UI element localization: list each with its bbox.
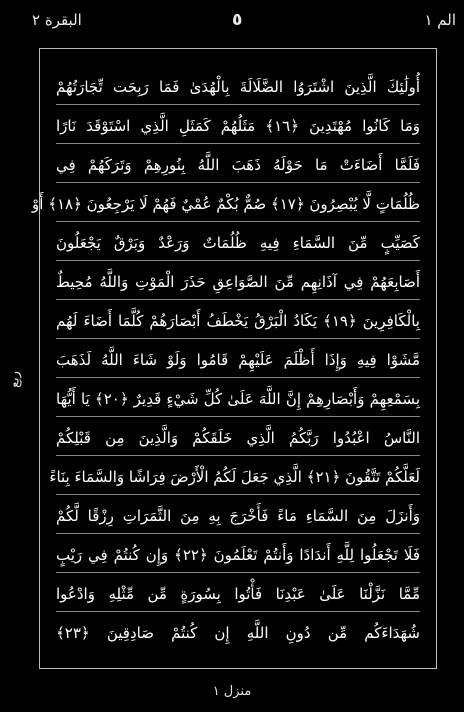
verse-line: كَصَيِّبٍ مِّنَ السَّمَاءِ فِيهِ ظُلُمَاتٌ وَرَعْدٌ وَبَرْقٌ يَجْعَلُونَ (56, 222, 420, 261)
rub-marker: ربع (7, 371, 23, 388)
verse-line: شُهَدَاءَكُم مِّن دُونِ اللَّهِ إِن كُنتُمْ صَادِقِينَ ﴿٢٣﴾ (56, 624, 420, 642)
verse-line: بِالْكَافِرِينَ ﴿١٩﴾ يَكَادُ الْبَرْقُ يَخْطَفُ أَبْصَارَهُمْ كُلَّمَا أَضَاءَ لَهُم (56, 300, 420, 339)
manzil-footer: منزل ١ (212, 684, 252, 699)
verse-line: أُولَٰئِكَ الَّذِينَ اشْتَرَوُا الضَّلَالَةَ بِالْهُدَىٰ فَمَا رَبِحَت تِّجَارَتُهُمْ (56, 66, 420, 105)
verse-line: أَصَابِعَهُمْ فِي آذَانِهِم مِّنَ الصَّوَاعِقِ حَذَرَ الْمَوْتِ وَاللَّهُ مُحِيطٌ (56, 261, 420, 300)
verse-line: بِسَمْعِهِمْ وَأَبْصَارِهِمْ إِنَّ اللَّهَ عَلَىٰ كُلِّ شَيْءٍ قَدِيرٌ ﴿٢٠﴾ يَا أَيُّهَا (56, 378, 420, 417)
verse-line: ظُلُمَاتٍ لَّا يُبْصِرُونَ ﴿١٧﴾ صُمٌّ بُكْمٌ عُمْيٌ فَهُمْ لَا يَرْجِعُونَ ﴿١٨﴾ أَوْ (56, 183, 420, 222)
verse-lines (32, 66, 420, 651)
juz-name: الم ١ (424, 11, 456, 29)
verse-line: وَأَنزَلَ مِنَ السَّمَاءِ مَاءً فَأَخْرَجَ بِهِ مِنَ الثَّمَرَاتِ رِزْقًا لَّكُمْ (56, 495, 420, 534)
page-number: ٥ (232, 10, 243, 30)
verse-line: مَّشَوْا فِيهِ وَإِذَا أَظْلَمَ عَلَيْهِمْ قَامُوا وَلَوْ شَاءَ اللَّهُ لَذَهَبَ (56, 339, 420, 378)
verse-line: النَّاسُ اعْبُدُوا رَبَّكُمُ الَّذِي خَلَقَكُمْ وَالَّذِينَ مِن قَبْلِكُمْ (56, 417, 420, 456)
verse-line: لَعَلَّكُمْ تَتَّقُونَ ﴿٢١﴾ الَّذِي جَعَلَ لَكُمُ الْأَرْضَ فِرَاشًا وَالسَّمَاءَ بِنَاءً (56, 456, 420, 495)
surah-name: البقرة ٢ (32, 11, 82, 29)
verse-line: فَلَمَّا أَضَاءَتْ مَا حَوْلَهُ ذَهَبَ اللَّهُ بِنُورِهِمْ وَتَرَكَهُمْ فِي (56, 144, 420, 183)
verse-line: وَمَا كَانُوا مُهْتَدِينَ ﴿١٦﴾ مَثَلُهُمْ كَمَثَلِ الَّذِي اسْتَوْقَدَ نَارًا (56, 105, 420, 144)
verse-line: فَلَا تَجْعَلُوا لِلَّهِ أَندَادًا وَأَنتُمْ تَعْلَمُونَ ﴿٢٢﴾ وَإِن كُنتُمْ فِي رَيْبٍ (56, 534, 420, 573)
verse-line: مِّمَّا نَزَّلْنَا عَلَىٰ عَبْدِنَا فَأْتُوا بِسُورَةٍ مِّن مِّثْلِهِ وَادْعُوا (56, 573, 420, 612)
